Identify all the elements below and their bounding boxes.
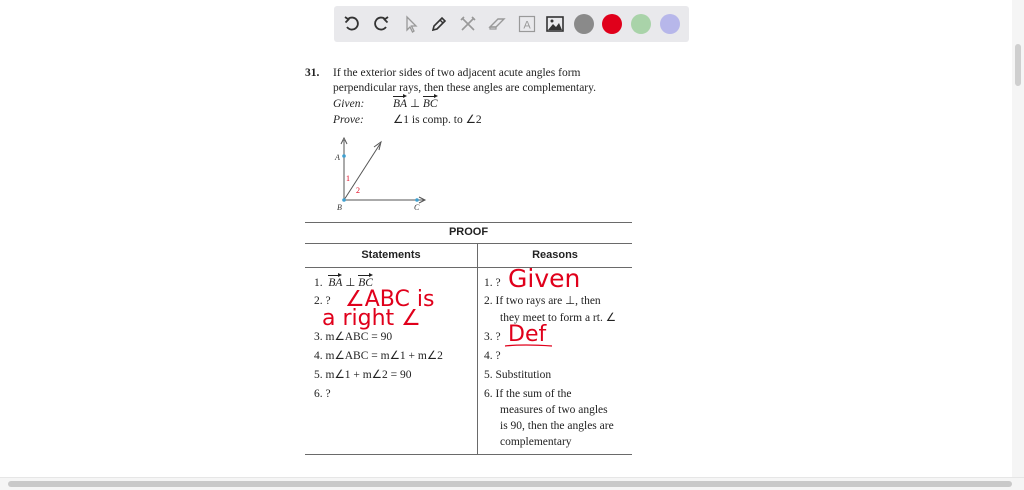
statement-1-ray-bc: BC — [358, 277, 373, 289]
statement-6: 6. ? — [314, 388, 331, 400]
proof-title: PROOF — [448, 226, 489, 238]
horizontal-scrollbar-thumb[interactable] — [8, 481, 1012, 487]
reason-6-line-3: is 90, then the angles are — [500, 420, 614, 432]
image-icon[interactable] — [545, 14, 565, 34]
given-statement — [393, 98, 438, 111]
problem-number: 31. — [305, 67, 320, 79]
prove-label: Prove: — [333, 114, 364, 126]
column-divider — [477, 243, 478, 454]
problem-line-2: perpendicular rays, then these angles are complementary. — [333, 82, 597, 94]
svg-text:A: A — [523, 19, 531, 32]
pen-icon[interactable] — [429, 14, 449, 34]
reason-5: 5. Substitution — [484, 369, 552, 381]
statement-5: 5. m∠1 + m∠2 = 90 — [314, 369, 412, 381]
reason-2-line-2: they meet to form a rt. ∠ — [500, 312, 617, 324]
pointer-icon[interactable] — [401, 14, 421, 34]
statement-4: 4. m∠ABC = m∠1 + m∠2 — [314, 350, 443, 362]
horizontal-scrollbar[interactable] — [0, 477, 1024, 490]
reason-6-line-4: complementary — [500, 436, 572, 448]
handwritten-right-angle: a right ∠ — [322, 306, 421, 331]
label-a: A — [335, 153, 340, 162]
ray-bc: BC — [422, 98, 438, 110]
reason-2-line-1: 2. If two rays are ⊥, then — [484, 295, 601, 307]
prove-statement: ∠1 is comp. to ∠2 — [393, 114, 482, 126]
proof-top-rule — [305, 222, 632, 223]
color-swatch-purple[interactable] — [660, 14, 680, 34]
given-label: Given: — [333, 98, 365, 110]
statement-2: 2. ? — [314, 295, 331, 307]
color-swatch-red[interactable] — [602, 14, 622, 34]
reason-6-line-1: 6. If the sum of the — [484, 388, 572, 400]
reason-1: 1. ? — [484, 277, 501, 289]
redo-icon[interactable] — [371, 14, 391, 34]
header-rule — [305, 267, 632, 268]
undo-icon[interactable] — [342, 14, 362, 34]
ray-ba: BA — [393, 98, 408, 110]
vertical-scrollbar-thumb[interactable] — [1015, 44, 1021, 86]
proof-title-rule — [305, 243, 632, 244]
text-icon[interactable] — [517, 14, 537, 34]
label-c: C — [414, 203, 420, 212]
statement-1-perp: ⊥ — [342, 277, 359, 289]
perp-symbol: ⊥ — [407, 98, 423, 110]
point-c — [415, 198, 419, 202]
eraser-icon[interactable] — [487, 14, 507, 34]
statement-3: 3. m∠ABC = 90 — [314, 331, 393, 343]
handwritten-given: Given — [508, 264, 581, 293]
tools-icon[interactable] — [458, 14, 478, 34]
color-swatch-gray[interactable] — [574, 14, 594, 34]
handwritten-underline — [504, 343, 554, 349]
drawing-toolbar — [334, 6, 689, 42]
point-a — [342, 154, 346, 158]
color-swatch-green[interactable] — [631, 14, 651, 34]
handwritten-angle-abc: ∠ABC is — [345, 287, 435, 312]
angle-figure — [330, 136, 430, 212]
point-b — [342, 198, 346, 202]
reason-4: 4. ? — [484, 350, 501, 362]
statement-1-number: 1. — [314, 277, 323, 289]
middle-ray-line — [344, 144, 380, 200]
handwritten-def: Def — [508, 322, 547, 347]
reasons-header: Reasons — [532, 249, 578, 261]
label-b: B — [337, 203, 342, 212]
statements-header: Statements — [361, 249, 421, 261]
label-angle-2: 2 — [356, 186, 360, 195]
label-angle-1: 1 — [346, 174, 350, 183]
statement-1-ray-ba: BA — [328, 277, 343, 289]
reason-3: 3. ? — [484, 331, 501, 343]
proof-bottom-rule — [305, 454, 632, 455]
reason-6-line-2: measures of two angles — [500, 404, 608, 416]
vertical-scrollbar[interactable] — [1012, 0, 1024, 478]
problem-line-1: If the exterior sides of two adjacent acute angles form — [333, 67, 581, 79]
